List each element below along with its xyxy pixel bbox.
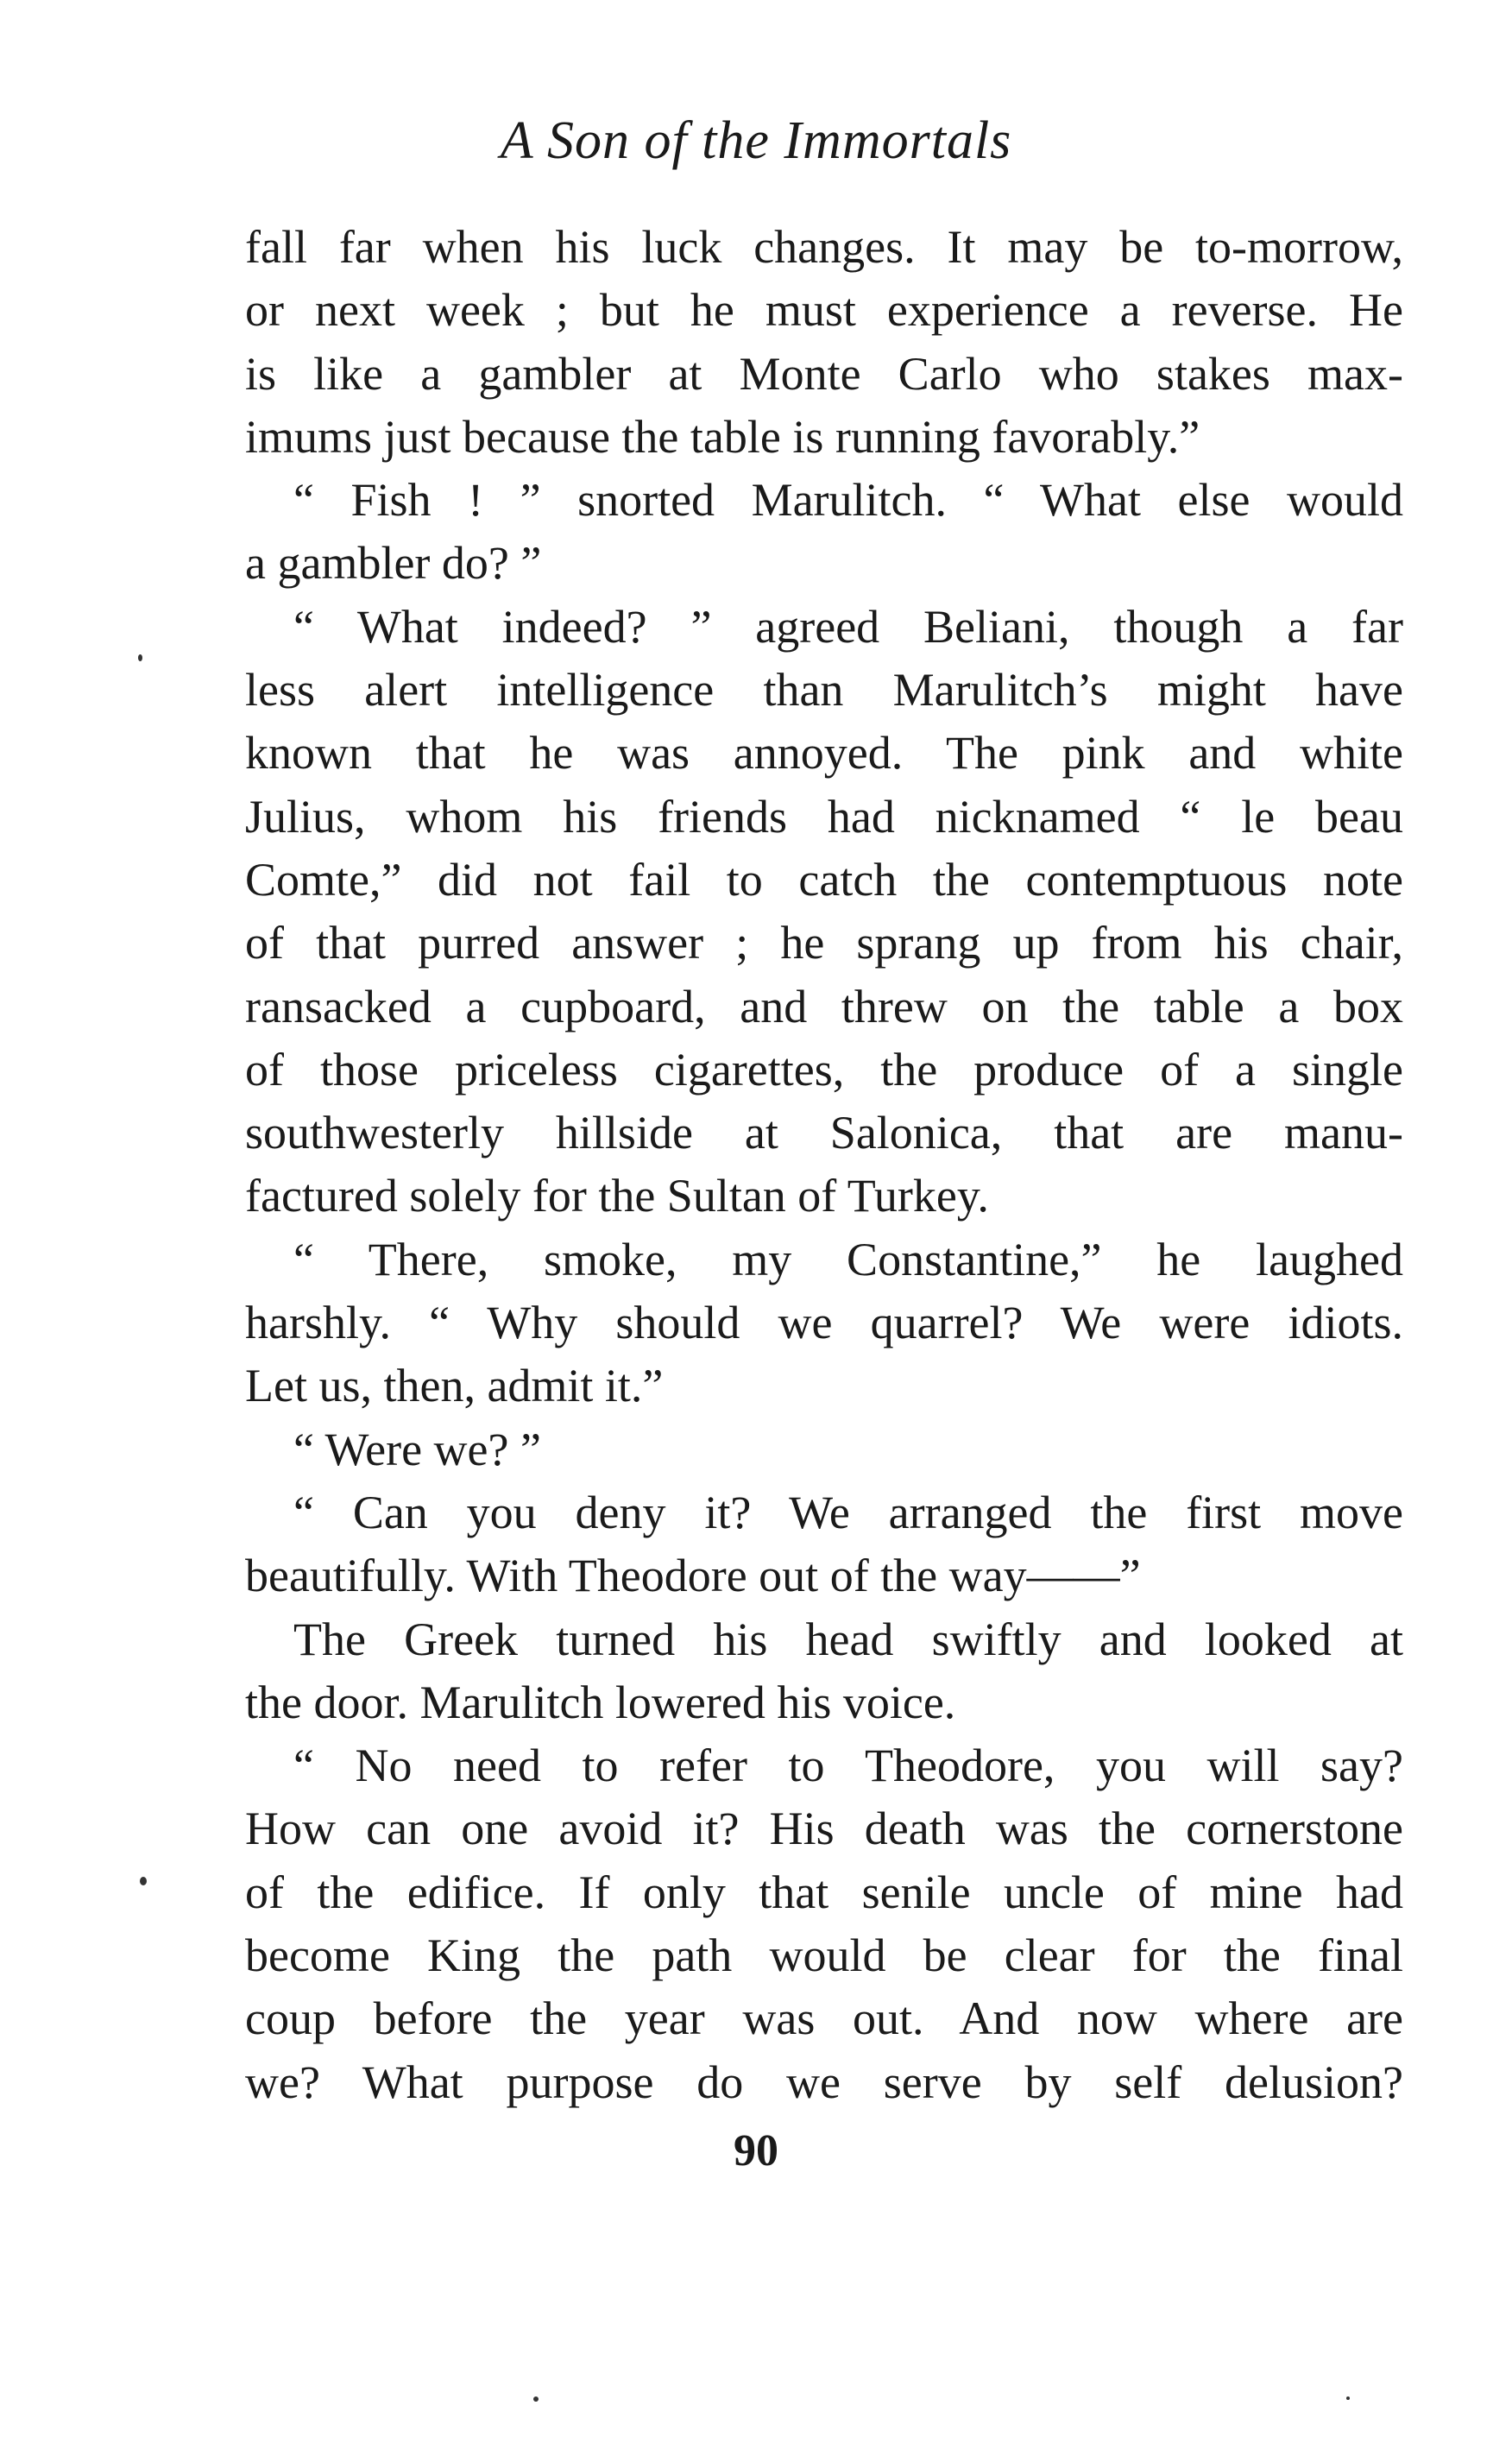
text-line: ransacked a cupboard, and threw on the table a box <box>245 980 1403 1032</box>
text-line: of those priceless cigarettes, the produce of a single <box>245 1043 1403 1096</box>
text-line: “ There, smoke, my Constantine,” he laughed <box>293 1233 1403 1285</box>
page-speck <box>1346 2396 1350 2400</box>
text-line: “ No need to refer to Theodore, you will say? <box>293 1740 1403 1792</box>
text-line: less alert intelligence than Marulitch’s might have <box>245 664 1403 717</box>
text-line: southwesterly hillside at Salonica, that are manu- <box>245 1107 1403 1159</box>
text-line: factured solely for the Sultan of Turkey. <box>245 1170 989 1222</box>
text-line: “ Were we? ” <box>293 1423 541 1475</box>
text-line: or next week ; but he must experience a reverse. He <box>245 284 1403 337</box>
text-line: become King the path would be clear for the final <box>245 1929 1403 1982</box>
text-line: “ What indeed? ” agreed Beliani, though a far <box>293 600 1403 653</box>
text-line: harshly. “ Why should we quarrel? We were idiots. <box>245 1297 1403 1349</box>
text-line: the door. Marulitch lowered his voice. <box>245 1676 956 1728</box>
page-number: 90 <box>734 2126 778 2175</box>
page-speck <box>533 2396 539 2402</box>
body-text <box>245 216 1403 2114</box>
text-line: of the edifice. If only that senile uncle of mine had <box>245 1866 1403 1918</box>
text-line: The Greek turned his head swiftly and looked at <box>293 1613 1403 1665</box>
text-line: Julius, whom his friends had nicknamed “ le beau <box>245 790 1403 843</box>
text-line: Comte,” did not fail to catch the contemptuous note <box>245 853 1403 906</box>
text-line: beautifully. With Theodore out of the way——” <box>245 1550 1141 1602</box>
text-line: fall far when his luck changes. It may be to-morrow, <box>245 221 1403 273</box>
page-speck <box>138 654 142 661</box>
running-head: A Son of the Immortals <box>500 111 1012 170</box>
text-line: of that purred answer ; he sprang up from his chair, <box>245 917 1403 969</box>
text-line: imums just because the table is running favorably.” <box>245 410 1200 463</box>
text-line: a gambler do? ” <box>245 537 542 590</box>
text-line: is like a gambler at Monte Carlo who stakes max- <box>245 347 1403 400</box>
page-speck <box>140 1877 147 1885</box>
text-line: “ Can you deny it? We arranged the first move <box>293 1486 1403 1538</box>
text-line: Let us, then, admit it.” <box>245 1360 664 1412</box>
text-line: we? What purpose do we serve by self delusion? <box>245 2055 1403 2108</box>
text-line: “ Fish ! ” snorted Marulitch. “ What else would <box>293 474 1403 527</box>
text-line: known that he was annoyed. The pink and white <box>245 727 1403 780</box>
text-line: coup before the year was out. And now where are <box>245 1992 1403 2045</box>
text-line: How can one avoid it? His death was the cornerstone <box>245 1803 1403 1855</box>
